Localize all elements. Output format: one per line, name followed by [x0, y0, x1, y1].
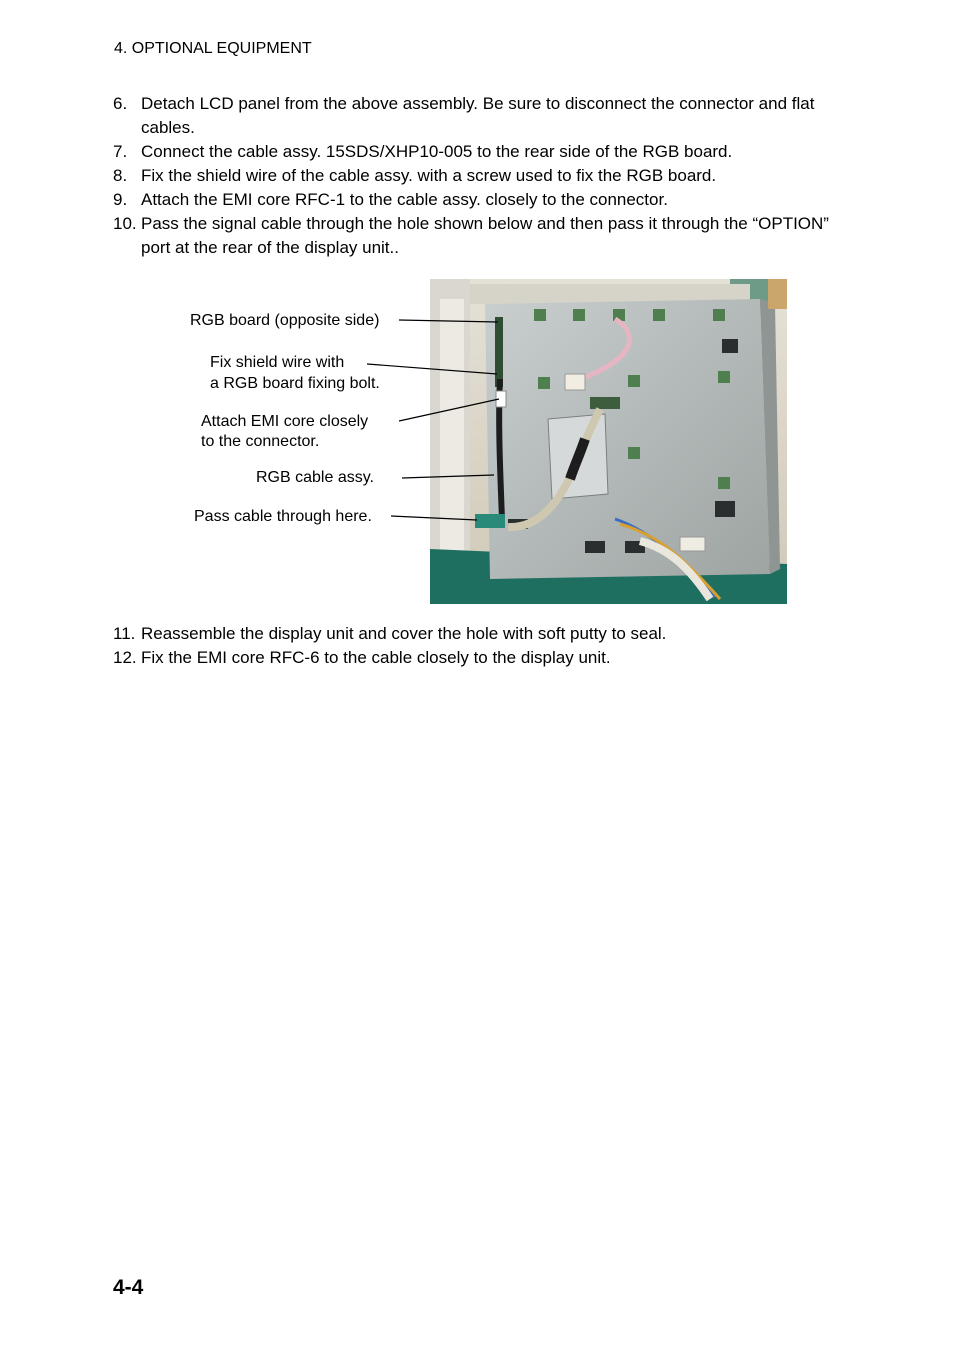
step-text: Connect the cable assy. 15SDS/XHP10-005 to the rear side of the RGB board.: [141, 142, 733, 161]
step-number: 11.: [113, 624, 136, 643]
callout-emi-core-line1: Attach EMI core closely: [201, 413, 369, 430]
procedure-steps-continued: [113, 622, 853, 670]
list-item: [113, 92, 853, 140]
section-header: 4. OPTIONAL EQUIPMENT: [114, 40, 312, 57]
step-text: Detach LCD panel from the above assembly. Be sure to disconnect the connector and flat cables.: [141, 94, 815, 137]
step-number: 9.: [113, 190, 128, 209]
list-item: [113, 140, 853, 164]
step-text: Reassemble the display unit and cover the hole with soft putty to seal.: [141, 624, 667, 643]
callout-shield-wire-line2: a RGB board fixing bolt.: [210, 375, 380, 392]
step-number: 7.: [113, 142, 128, 161]
callout-rgb-board: RGB board (opposite side): [190, 312, 380, 329]
step-text: Attach the EMI core RFC-1 to the cable assy. closely to the connector.: [141, 190, 668, 209]
step-text: Fix the EMI core RFC-6 to the cable closely to the display unit.: [141, 648, 611, 667]
step-number: 12.: [113, 648, 137, 667]
callout-emi-core-line2: to the connector.: [201, 433, 320, 450]
step-text: Fix the shield wire of the cable assy. with a screw used to fix the RGB board.: [141, 166, 717, 185]
callout-pass-cable: Pass cable through here.: [194, 508, 372, 525]
callout-rgb-cable: RGB cable assy.: [256, 469, 374, 486]
list-item: [113, 622, 853, 646]
procedure-steps: [113, 92, 853, 260]
list-item: [113, 646, 853, 670]
page-number: 4-4: [113, 1276, 144, 1299]
step-number: 10.: [113, 214, 137, 233]
list-item: [113, 164, 853, 188]
display-unit-photo: [430, 279, 787, 604]
step-text: Pass the signal cable through the hole shown below and then pass it through the “OPTION” port at the rear of the display unit..: [141, 214, 829, 257]
callout-shield-wire-line1: Fix shield wire with: [210, 354, 345, 371]
step-number: 8.: [113, 166, 128, 185]
list-item: [113, 188, 853, 212]
list-item: [113, 212, 853, 260]
step-number: 6.: [113, 94, 128, 113]
